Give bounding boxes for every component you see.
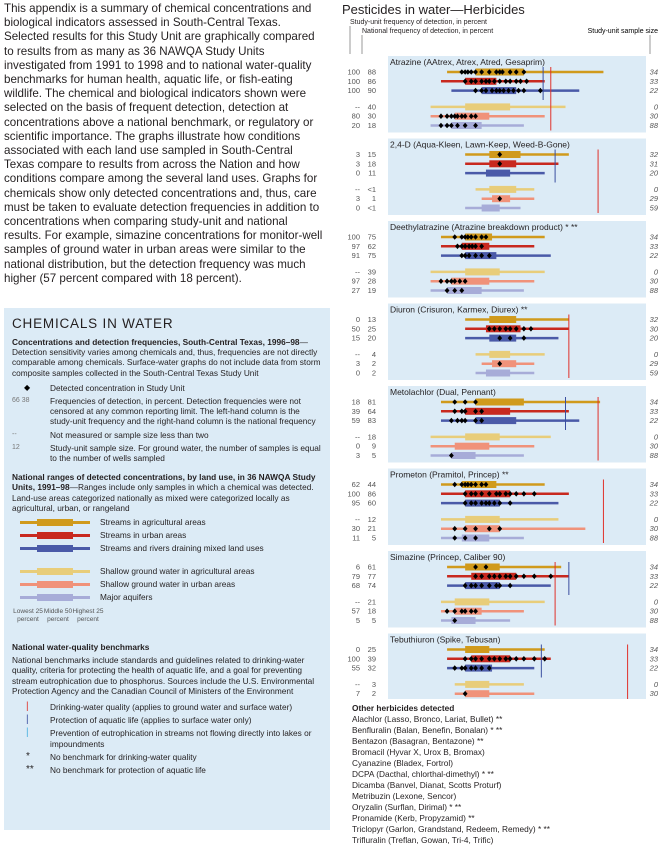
- sample-size: 22: [649, 251, 658, 261]
- national-frequency: 83: [367, 416, 376, 426]
- national-frequency: 21: [367, 524, 376, 534]
- range-box: [455, 443, 490, 450]
- study-frequency: --: [355, 102, 360, 112]
- other-herbicide-item: Oryzalin (Surflan, Dirimal) * **: [352, 802, 462, 812]
- national-frequency: 18: [367, 606, 376, 616]
- study-frequency: 0: [355, 168, 360, 178]
- sample-size: 22: [649, 498, 658, 508]
- range-box: [455, 598, 490, 605]
- sample-size: 33: [649, 489, 658, 499]
- ranges-title: National ranges of detected concentrations, by land use, in 36 NAWQA Study Units, 1991–98: [12, 472, 316, 493]
- legend-item: [12, 383, 322, 393]
- sample-size: 0: [653, 184, 658, 194]
- other-herbicide-item: Cyanazine (Bladex, Fortrol): [352, 758, 453, 768]
- national-frequency: 61: [367, 562, 376, 572]
- legend-bar-box: [37, 545, 73, 552]
- other-herbicide-item: Benfluralin (Balan, Benefin, Bonalan) * **: [352, 725, 503, 735]
- national-frequency: 74: [367, 581, 376, 591]
- legend-bar-label: Streams in urban areas: [100, 530, 187, 541]
- national-frequency: 62: [367, 241, 376, 251]
- range-box: [476, 399, 524, 406]
- study-frequency: 79: [351, 571, 360, 581]
- range-box: [465, 681, 489, 688]
- panel-background: [388, 304, 646, 381]
- intro-paragraph: This appendix is a summary of chemical concentrations and biological indicators assessed in South-Central Texas. Selected results for this Study Unit are graphically compared to results from as many as 36 NAWQA Study Units investigated from 1991 to 1998 and to national water-quality benchmarks for human health, aquatic life, or fish-eating wildlife. The chemical and biological indicators shown were selected on the basis of frequent detection, detection at concentrations above a national benchmark, or regulatory or scientific importance. The graphs illustrate how conditions associated with each land use sampled in South-Central Texas compare to results from across the Nation and how conditions compare among the several land uses. Graphs for chemicals show only detected concentrations and, thus, care must be taken to evaluate detection frequencies in addition to concentrations when comparing study-unit and national results. For example, simazine concentrations for monitor-well samples of ground water in urban areas were similar to the national distribution, but the detection frequency was much higher (57 percent compared with 18 percent).: [4, 2, 323, 285]
- study-frequency: --: [355, 514, 360, 524]
- sample-size: 32: [649, 315, 658, 324]
- range-box: [482, 205, 500, 212]
- range-box: [465, 690, 489, 697]
- national-frequency: 5: [371, 451, 376, 460]
- national-frequency: <1: [367, 184, 376, 194]
- study-frequency: 5: [355, 616, 360, 625]
- study-frequency: 59: [351, 416, 360, 426]
- legend-bar-box: [37, 594, 73, 601]
- sample-size: 20: [649, 168, 658, 178]
- study-frequency: 3: [355, 359, 360, 369]
- legend-bar-label: Shallow ground water in urban areas: [100, 579, 236, 590]
- range-box: [489, 316, 516, 323]
- panel-title: Diuron (Crisuron, Karmex, Diurex) **: [390, 304, 528, 315]
- national-frequency: 39: [367, 267, 376, 277]
- national-frequency: 2: [371, 368, 376, 378]
- bench-item-text: Drinking-water quality (applies to ground water and surface water): [50, 702, 293, 713]
- sample-size: 33: [649, 241, 658, 251]
- sample-size: 33: [649, 406, 658, 416]
- range-box: [465, 268, 500, 275]
- range-box: [447, 287, 482, 294]
- bench-item: [12, 702, 322, 712]
- sample-size: 59: [649, 368, 658, 378]
- study-frequency: 100: [347, 654, 360, 664]
- bench-title: National water-quality benchmarks: [12, 642, 150, 653]
- study-frequency: 97: [351, 276, 360, 286]
- range-box: [465, 525, 500, 532]
- study-frequency: --: [355, 432, 360, 442]
- study-frequency: 6: [355, 562, 360, 572]
- other-herbicide-item: Trifluralin (Treflan, Gowan, Tri-4, Trific): [352, 835, 494, 845]
- legend-item: [12, 430, 322, 440]
- sample-size: 33: [649, 571, 658, 581]
- national-frequency: 5: [371, 533, 376, 543]
- bench-item-text: No benchmark for protection of aquatic life: [50, 765, 206, 776]
- national-frequency: 11: [368, 168, 376, 178]
- national-frequency: 88: [367, 67, 376, 77]
- percentile-label: Highest 25 percent: [72, 608, 104, 623]
- sample-size: 30: [649, 111, 658, 121]
- legend-key: ◆: [24, 382, 31, 392]
- national-frequency: 5: [371, 616, 376, 625]
- panel-background: [388, 386, 646, 463]
- legend-panel: [4, 308, 330, 830]
- study-frequency: 15: [351, 333, 360, 343]
- legend-bar-box: [37, 519, 73, 526]
- conc-description: [12, 337, 322, 378]
- bench-key: **: [26, 764, 34, 776]
- study-frequency: [356, 699, 360, 700]
- bench-items: [12, 702, 322, 775]
- study-frequency: 100: [347, 67, 360, 77]
- study-frequency: --: [355, 349, 360, 359]
- study-frequency: 30: [351, 524, 360, 534]
- other-herbicide-item: Dicamba (Banvel, Dianat, Scotts Proturf): [352, 780, 502, 790]
- study-frequency: 27: [351, 286, 360, 295]
- legend-item-text: Study-unit sample size. For ground water, the number of samples is equal to the number of wells sampled: [50, 442, 321, 464]
- legend-item-text: Frequencies of detection, in percent. Detection frequencies were not censored at any common reporting limit. The left-hand column is the study-unit frequency and the right-hand column is the national frequency: [50, 396, 316, 427]
- study-frequency: 100: [347, 489, 360, 499]
- study-frequency: 68: [351, 581, 360, 591]
- national-frequency: 18: [367, 121, 376, 130]
- other-list: [352, 714, 652, 846]
- national-frequency: 25: [367, 324, 376, 334]
- panel-title: Simazine (Princep, Caliber 90): [390, 552, 506, 562]
- national-frequency: 75: [367, 232, 376, 242]
- other-herbicide-item: Pronamide (Kerb, Propyzamid) **: [352, 813, 475, 823]
- panel-background: [388, 221, 646, 298]
- sample-size: 22: [649, 86, 658, 96]
- sample-size: 0: [653, 514, 658, 524]
- sample-size: 0: [653, 349, 658, 359]
- study-frequency: 97: [351, 241, 360, 251]
- study-frequency: 18: [351, 397, 360, 407]
- study-frequency: 11: [352, 533, 360, 543]
- bench-text: National benchmarks include standards and guidelines related to drinking-water quality, criteria for protecting the health of aquatic life, and a goal for preventing stream eutrophication due to phosphorus. Sources include the U.S. Environmental Protection Agency and the Canadian Council of Ministers of the Environment: [12, 655, 315, 696]
- sample-size: 32: [649, 150, 658, 159]
- legend-bar-label: Shallow ground water in agricultural areas: [100, 566, 255, 577]
- study-frequency: --: [355, 597, 360, 607]
- other-herbicide-item: Alachlor (Lasso, Bronco, Lariat, Bullet) **: [352, 714, 503, 724]
- study-frequency: 57: [351, 606, 360, 616]
- bench-item: [12, 728, 322, 748]
- range-box: [465, 433, 500, 440]
- sample-size: 30: [649, 524, 658, 534]
- bench-item-text: No benchmark for drinking-water quality: [50, 751, 197, 762]
- sample-size: 88: [649, 451, 658, 460]
- legend-item: [12, 396, 322, 427]
- other-herbicide-item: Bromacil (Hyvar X, Urox B, Bromax): [352, 747, 485, 757]
- panel-title: Metolachlor (Dual, Pennant): [390, 387, 496, 397]
- sample-size: 88: [649, 286, 658, 295]
- legend-bar-box: [37, 581, 73, 588]
- other-title: Other herbicides detected: [352, 703, 455, 713]
- freq-header: Study-unit frequency of detection, in percent: [350, 19, 487, 26]
- sample-size: 88: [649, 533, 658, 543]
- national-frequency: 28: [367, 276, 376, 286]
- bench-key: |: [26, 714, 29, 726]
- national-frequency: 81: [367, 397, 376, 407]
- legend-bar-label: Streams and rivers draining mixed land uses: [100, 543, 264, 554]
- national-frequency: 25: [367, 645, 376, 654]
- study-frequency: 7: [355, 689, 360, 699]
- range-box: [465, 564, 500, 571]
- national-frequency: 39: [367, 654, 376, 664]
- herbicide-chart: [332, 14, 660, 699]
- national-frequency: 30: [367, 111, 376, 121]
- range-box: [492, 360, 516, 367]
- panel-background: [388, 139, 646, 216]
- panel-title: Deethylatrazine (Atrazine breakdown product) * **: [390, 222, 578, 232]
- chart-title: Pesticides in water—Herbicides: [342, 2, 525, 17]
- sample-size: 0: [653, 267, 658, 277]
- study-frequency: 0: [355, 645, 360, 654]
- sample-size: 30: [649, 689, 658, 699]
- bench-item: [12, 715, 322, 725]
- sample-size: [650, 699, 659, 700]
- study-frequency: 50: [351, 324, 360, 334]
- study-frequency: 3: [355, 451, 360, 460]
- study-frequency: --: [355, 679, 360, 689]
- ranges-text: —Ranges include only samples in which a chemical was detected. Land-use areas categorized nationally as mixed were categorized locally as agricultural, urban, or rangeland: [12, 482, 314, 513]
- study-frequency: 0: [355, 203, 360, 213]
- national-frequency: 64: [367, 406, 376, 416]
- national-frequency: 60: [367, 498, 376, 508]
- sample-size: 29: [649, 359, 658, 369]
- panel-background: [388, 56, 646, 133]
- ranges-description: [12, 472, 322, 513]
- conc-title: Concentrations and detection frequencies, South-Central Texas, 1996–98: [12, 337, 300, 347]
- legend-key: --: [12, 430, 17, 438]
- study-frequency: 55: [351, 663, 360, 673]
- panel-title: 2,4-D (Aqua-Kleen, Lawn-Keep, Weed-B-Gone): [390, 139, 570, 150]
- national-frequency: 20: [367, 333, 376, 343]
- sample-size: 34: [649, 645, 658, 654]
- sample-size: 20: [649, 333, 658, 343]
- legend-bar-label: Major aquifers: [100, 592, 153, 603]
- range-box: [489, 160, 516, 167]
- sample-size: 88: [649, 121, 658, 130]
- bench-item-text: Prevention of eutrophication in streams not flowing directly into lakes or impoundments: [50, 728, 312, 749]
- study-frequency: 0: [355, 368, 360, 378]
- legend-key: 12: [12, 443, 20, 451]
- sample-size: 31: [649, 159, 658, 169]
- study-frequency: 0: [355, 315, 360, 324]
- range-box: [465, 408, 510, 415]
- sample-size: 22: [649, 416, 658, 426]
- bench-key: |: [26, 701, 29, 713]
- study-frequency: 100: [347, 76, 360, 86]
- study-frequency: --: [355, 267, 360, 277]
- national-frequency: 90: [367, 86, 376, 96]
- study-frequency: 100: [347, 86, 360, 96]
- national-frequency: [372, 699, 376, 700]
- panel-title: Atrazine (AAtrex, Atrex, Atred, Gesaprim): [390, 57, 545, 67]
- sample-size: 59: [649, 203, 658, 213]
- sample-size: 22: [649, 581, 658, 591]
- range-box: [489, 186, 516, 193]
- range-box: [489, 151, 520, 158]
- study-frequency: 39: [351, 406, 360, 416]
- national-frequency: 75: [367, 251, 376, 261]
- study-frequency: 20: [351, 121, 360, 130]
- percentile-labels: [12, 608, 322, 638]
- range-box: [489, 351, 510, 358]
- bench-key: *: [26, 750, 30, 762]
- range-box: [451, 452, 475, 459]
- study-frequency: 62: [351, 480, 360, 489]
- sample-size: 30: [649, 276, 658, 286]
- legend-items: [12, 383, 322, 463]
- national-frequency: 44: [367, 480, 376, 489]
- study-frequency: 3: [355, 150, 360, 159]
- range-box: [486, 370, 510, 377]
- national-frequency: 40: [367, 102, 376, 112]
- national-frequency: 4: [371, 349, 376, 359]
- other-herbicide-item: Bentazon (Basagran, Bentazone) **: [352, 736, 484, 746]
- bench-item: [12, 752, 322, 762]
- national-frequency: 2: [371, 689, 376, 699]
- other-herbicides: [352, 703, 652, 846]
- national-frequency: 86: [367, 76, 376, 86]
- legend-heading: CHEMICALS IN WATER: [12, 316, 174, 331]
- national-frequency: 9: [371, 441, 376, 451]
- national-frequency: 15: [367, 150, 376, 159]
- national-frequency: 18: [367, 159, 376, 169]
- legend-item-text: Detected concentration in Study Unit: [50, 382, 185, 393]
- legend-bars: [12, 518, 322, 608]
- study-frequency: 95: [351, 498, 360, 508]
- sample-size: 0: [653, 679, 658, 689]
- study-frequency: 0: [355, 441, 360, 451]
- percentile-label: Middle 50 percent: [43, 608, 73, 623]
- national-frequency: 2: [371, 359, 376, 369]
- national-frequency: <1: [367, 203, 376, 213]
- freq-header: National frequency of detection, in percent: [362, 28, 494, 35]
- sample-size-header: Study-unit sample size: [587, 28, 658, 35]
- sample-size: 0: [653, 597, 658, 607]
- sample-size: 0: [653, 102, 658, 112]
- bench-item: [12, 765, 322, 775]
- legend-item-text: Not measured or sample size less than two: [50, 429, 209, 440]
- national-frequency: 21: [367, 597, 376, 607]
- sample-size: 30: [649, 441, 658, 451]
- conc-text: —Detection sensitivity varies among chemicals and, thus, frequencies are not directly comparable among chemicals. Surface-water graphs do not include data from storm composite samples collected in the South-Central Texas Study Unit: [12, 337, 321, 378]
- sample-size: 34: [649, 67, 658, 77]
- legend-bar-box: [37, 568, 73, 575]
- study-frequency: 3: [355, 159, 360, 169]
- sample-size: 88: [649, 616, 658, 625]
- legend-item: [12, 443, 322, 463]
- sample-size: 29: [649, 194, 658, 204]
- sample-size: 34: [649, 232, 658, 242]
- range-box: [465, 516, 500, 523]
- sample-size: 33: [649, 654, 658, 664]
- other-herbicide-item: Metribuzin (Lexone, Sencor): [352, 791, 457, 801]
- sample-size: 30: [649, 606, 658, 616]
- sample-size: 30: [649, 324, 658, 334]
- panel-background: [388, 469, 646, 546]
- other-herbicide-item: Triclopyr (Garlon, Grandstand, Redeem, Remedy) * **: [352, 824, 550, 834]
- study-frequency: 3: [355, 194, 360, 204]
- legend-key: 66 38: [12, 397, 30, 405]
- percentile-label: Lowest 25 percent: [13, 608, 43, 623]
- sample-size: 34: [649, 397, 658, 407]
- national-frequency: 77: [367, 571, 376, 581]
- national-frequency: 13: [367, 315, 376, 324]
- legend-bar-box: [37, 532, 73, 539]
- sample-size: 33: [649, 76, 658, 86]
- study-frequency: 91: [351, 251, 360, 261]
- sample-size: 34: [649, 480, 658, 489]
- national-frequency: 1: [371, 194, 376, 204]
- bench-item-text: Protection of aquatic life (applies to surface water only): [50, 715, 252, 726]
- study-frequency: 80: [351, 111, 360, 121]
- national-frequency: 12: [367, 514, 376, 524]
- national-frequency: 3: [371, 679, 376, 689]
- study-frequency: --: [355, 184, 360, 194]
- sample-size: 34: [649, 562, 658, 572]
- bench-key: |: [26, 727, 29, 739]
- range-box: [465, 103, 510, 110]
- sample-size: 0: [653, 432, 658, 442]
- panel-background: [388, 551, 646, 628]
- range-box: [465, 646, 489, 653]
- national-frequency: 86: [367, 489, 376, 499]
- other-herbicide-item: DCPA (Dacthal, chlorthal-dimethyl) * **: [352, 769, 494, 779]
- range-box: [486, 170, 510, 177]
- national-frequency: 32: [367, 663, 376, 673]
- sample-size: 22: [649, 663, 658, 673]
- panel-title: Tebuthiuron (Spike, Tebusan): [390, 634, 501, 645]
- national-frequency: 19: [367, 286, 376, 295]
- national-frequency: 18: [367, 432, 376, 442]
- study-frequency: 100: [347, 232, 360, 242]
- panel-title: Prometon (Pramitol, Princep) **: [390, 469, 509, 480]
- legend-bar-label: Streams in agricultural areas: [100, 517, 206, 528]
